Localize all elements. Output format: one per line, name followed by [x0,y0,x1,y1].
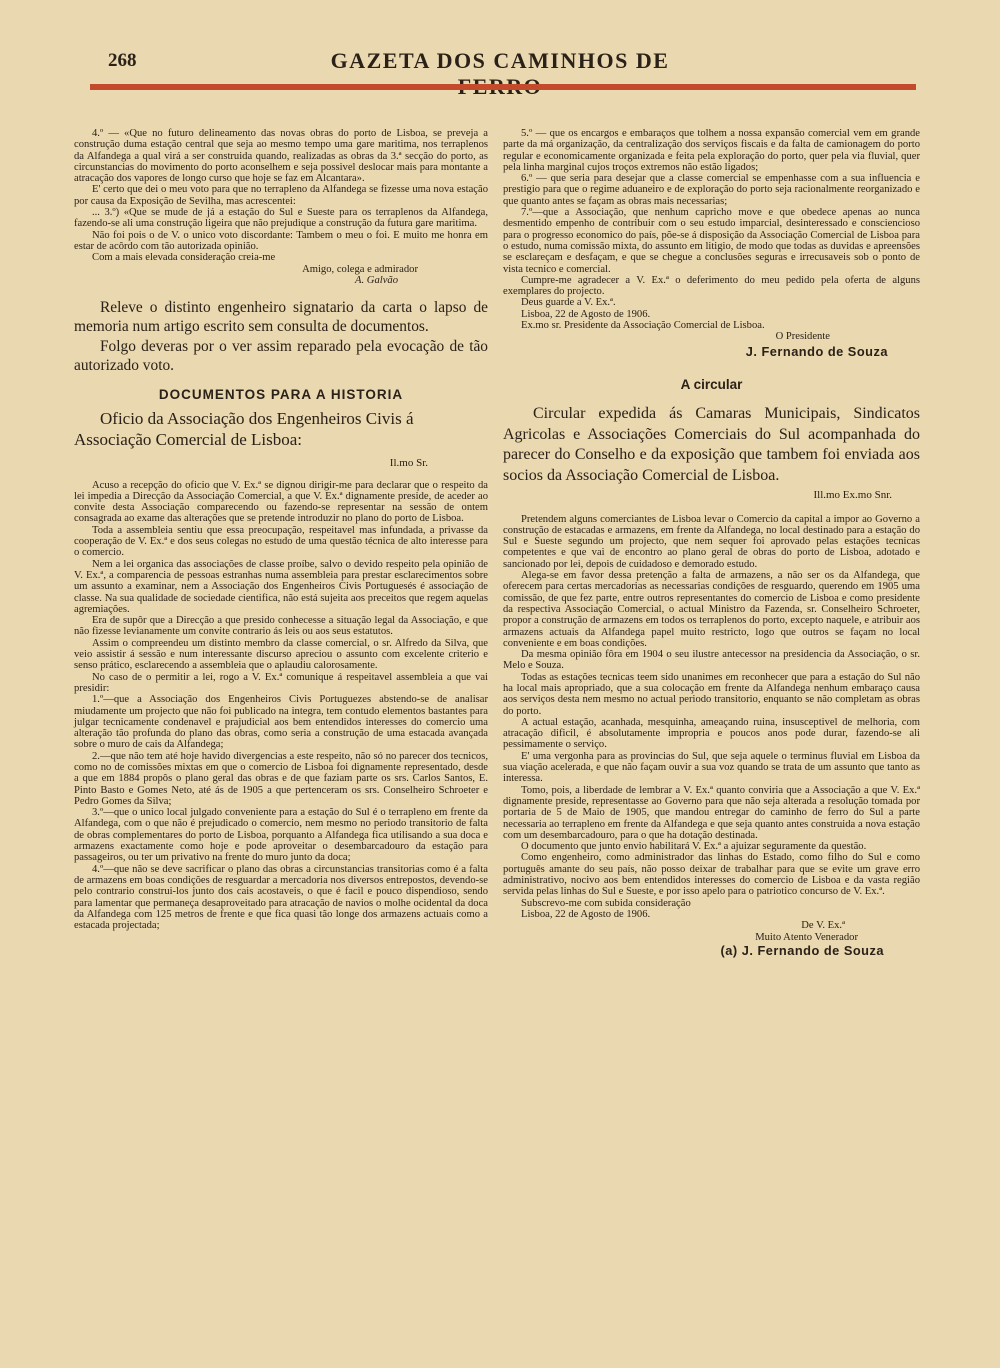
oficio-paragraph: Toda a assembleia sentiu que essa preocupação, respeitavel mas infundada, a privasse da cooperação de V. Ex.ª e dos seus colegas no estudo de uma questão técnica de alto interesse para o comercio. [74,524,488,559]
circular-closing: De V. Ex.ª [801,920,845,932]
editorial-paragraph: Folgo deveras por o ver assim reparado pela evocação de tão autorizado voto. [74,337,488,374]
header-rule [90,84,916,90]
circular-salutation: Ill.mo Ex.mo Snr. [813,489,892,502]
circular-paragraph: O documento que junto envio habilitará V. Ex.ª a ajuizar seguramente da questão. [521,841,867,853]
circular-paragraph: Da mesma opinião fôra em 1904 o seu ilustre antecessor na presidencia da Associação, o sr. Melo e Souza. [503,649,920,672]
letter-paragraph: 4.º — «Que no futuro delineamento das novas obras do porto de Lisboa, se preveja a construção duma estação central que seja ao mesmo tempo uma gare maritima, nos terraplenos da Alfandega a qual virá a ser construida quando, realizadas as obras da 3.ª secção do porto, as circunstancias do movimento do porto aconselhem e seja possivel deslocar mais para montante a atracação dos vapores de longo curso que hoje se faz em Alcantara». [74,128,488,185]
letter-closing: Amigo, colega e admirador [302,263,418,275]
circular-paragraph: Pretendem alguns comerciantes de Lisboa levar o Comercio da capital a impor ao Governo a construção de estacadas e armazens, em frente da Alfandega, no local destinado para a estação do Sul e Sueste segundo um projecto, que nem sequer foi aprovado pelas estações tecnicas competentes e que vai de encontro ao plano geral de obras do porto de Lisboa, adotado e sancionado por lei, depois de cuidadoso e demorado estudo. [503,513,920,570]
letter-paragraph: Com a mais elevada consideração creia-me [92,252,276,264]
oficio-paragraph: 5.º — que os encargos e embaraços que tolhem a nossa expansão comercial vem em grande parte da má organização, da centralização dos serviços fiscais e da falta de camionagem do porto regular e economicamente organizada e feita pela exploração do porto, quer pela via fluvial, quer pela linha marginal cujos troços extremos não estão ligados; [503,128,920,173]
presidente-signature: J. Fernando de Souza [745,343,888,359]
oficio-paragraph: Lisboa, 22 de Agosto de 1906. [521,308,651,320]
letter-paragraph: ... 3.º) «Que se mude de já a estação do Sul e Sueste para os terraplenos da Alfandega, fazendo-se ali uma construção ligeira que não prejudique a construção da futura gare maritima. [74,207,488,230]
letter-author: A. Galvão [355,274,398,286]
oficio-paragraph: Cumpre-me agradecer a V. Ex.ª o deferimento do meu pedido pela oferta de alguns exemplares do projecto. [503,274,920,298]
oficio-paragraph: Deus guarde a V. Ex.ª. [521,297,616,309]
oficio-paragraph: Era de supôr que a Direcção a que presido conhecesse a situação legal da Associação, e que não fizesse levianamente um convite contrario ás leis ou aos seus estatutos. [74,615,488,638]
right-column [503,128,920,956]
letter-paragraph: E' certo que dei o meu voto para que no terrapleno da Alfandega se fizesse uma nova estação por causa da Exposição de Sevilha, mas acrescentei: [74,184,488,207]
section-title: DOCUMENTOS PARA A HISTORIA [158,386,404,402]
oficio-paragraph: 3.º—que o unico local julgado conveniente para a estação do Sul é o terrapleno em frente da Alfandega, com o que não é prejudicado o comercio, nem mesmo no periodo transitorio de falta de obras complementares do porto de Lisboa, porquanto a Alfandega fica utilisando a sua doca e armazens exactamente como hoje e pode aproveitar o desembarcadouro da estação para passageiros, ou ter um privativo na frente do muro junto da doca; [74,807,488,864]
oficio-paragraph: 1.º—que a Associação dos Engenheiros Civis Portuguezes abstendo-se de analisar miudamente um projecto que não foi publicado na integra, tem contudo elementos bastantes para julgar tecnicamente condenavel e prajudicial aos bem entendidos interesses do comercio uma alteração tão profunda do plano das obras, como seria a construção de uma estacada avançada sobre o muro de cais da Alfandega; [74,694,488,751]
oficio-paragraph: No caso de o permitir a lei, rogo a V. Ex.ª comunique á respeitavel assembleia a que vai presidir: [74,671,488,694]
circular-paragraph: Lisboa, 22 de Agosto de 1906. [521,908,651,920]
oficio-paragraph: Assim o compreendeu um distinto membro da classe comercial, o sr. Alfredo da Silva, que veio assistir á sessão e num interessante discurso apreciou o assunto com excelente criterio e senso prático, esclarecendo a assembleia que o aplaudiu calorosamente. [74,637,488,672]
oficio-paragraph: Nem a lei organica das associações de classe proíbe, salvo o devido respeito pela opinião de V. Ex.ª, a comparencia de pessoas estranhas numa assembleia para prestar esclarecimentos sobre um assunto a examinar, nem a Associação dos Engenheiros Civis Portuguesés é associação de classe. Na sua qualidade de sociedade cientifica, não está sujeita aos preceitos que regem aquelas agremiações. [74,558,488,615]
circular-paragraph: Alega-se em favor dessa pretenção a falta de armazens, a não ser os da Alfandega, que oferecem para certas mercadorias as necessarias condições de resguardo, querendo em 1905 uma comissão, de que fez parte, entre outros representantes do comercio de Lisboa e como presidente da respectiva Associação Comercial, o actual Ministro da Fazenda, sr. Conselheiro Schroeter, propor a construção de armazens em todos os terraplenos do porto, excepto naquele, e atribuir aos armazens actuais da Alfandega papel muito restricto, logo que outros se façam no local conveniente e em boas condições. [503,570,920,649]
circular-description: Circular expedida ás Camaras Municipais, Sindicatos Agricolas e Associações Comerciais do Sul acompanhada do parecer do Conselho e da exposição que tambem foi enviada aos socios da Associação Comercial de Lisboa. [503,405,920,484]
oficio-paragraph: Acuso a recepção do oficio que V. Ex.ª se dignou dirigir-me para declarar que o respeito da lei impedia a Direcção da Associação Comercial, a que V. Ex.ª dignamente preside, de aceder ao convite desta Associação comparecendo ou fazendo-se representar na sessão de ontem consagrada ao exame das alterações que se pretende introduzir no plano do porto de Lisboa. [74,479,488,525]
page-header [0,42,1000,82]
document-subtitle: Oficio da Associação dos Engenheiros Civis á Associação Comercial de Lisboa: [74,409,414,450]
presidente-label: O Presidente [775,331,830,343]
oficio-paragraph: Ex.mo sr. Presidente da Associação Comercial de Lisboa. [521,320,765,332]
salutation: Il.mo Sr. [389,457,428,470]
letter-paragraph: Não foi pois o de V. o unico voto discordante: Tambem o meu o foi. E muito me honra em estar de acôrdo com tão autorizada opinião. [74,229,488,252]
circular-signature: (a) J. Fernando de Souza [720,942,884,958]
page-number: 268 [108,50,137,71]
left-column [74,128,488,931]
circular-paragraph: A actual estação, acanhada, mesquinha, ameaçando ruina, insusceptivel de melhoria, com atracação dificil, é absolutamente impropria e poucos anos pode durar, fazendo-se ali pessimamente o serviço. [503,716,920,751]
circular-paragraph: Todas as estações tecnicas teem sido unanimes em reconhecer que para a estação do Sul não ha local mais apropriado, que a sua colocação em frente da Alfandega nenhum embaraço causa aos serviços desta nem mesmo no actual periodo transitorio, enquanto se não completam as obras do porto. [503,671,920,717]
circular-title: A circular [680,376,743,392]
editorial-note [74,298,488,375]
masthead-title: GAZETA DOS CAMINHOS DE [330,48,670,73]
circular-paragraph: Tomo, pois, a liberdade de lembrar a V. Ex.ª quanto conviria que a Associação a que V. Ex.ª dignamente preside, representasse ao Governo para que não seja alterada a resolução tomada por portaria de 5 de Maio de 1905, que mandou entregar do caminho de ferro do Sul a parte necessaria ao terrapleno em frente da Alfandega e que seja quanto antes construida a nova estação com um desembarcadouro, para o que ha dotação destinada. [503,784,920,841]
editorial-paragraph: Releve o distinto engenheiro signatario da carta o lapso de memoria num artigo escrito sem consulta de documentos. [74,299,488,336]
oficio-paragraph: 4.º—que não se deve sacrificar o plano das obras a circunstancias transitorias como é a falta de armazens em boas condições de resguardar a mercadoria nos diversos entrepostos, devendo-se pelo contrario construi-los junto dos cais acostaveis, o que é facil e pouco dispendioso, sendo para lamentar que permaneça desaproveitado para atracação de navios o molhe ocidental da doca da Alfandega com 125 metros de frente e que fica quasi tão longe dos armazens actuais como a estacada projectada; [74,863,488,932]
circular-paragraph: Subscrevo-me com subida consideração [521,897,691,909]
circular-paragraph: E' uma vergonha para as provincias do Sul, que seja aquele o terminus fluvial em Lisboa da sua viação acelerada, e que não façam ouvir a sua voz quando se trata de um assunto que tanto as interessa. [503,750,920,785]
oficio-paragraph: 6.º — que seria para desejar que a classe comercial se empenhasse com a sua influencia e prestigio para que o regime aduaneiro e de exploração do porto seja racionalmente reorganizado e que quanto antes se façam as obras mais necessarias; [503,173,920,207]
circular-closing: Muito Atento Venerador [755,931,858,943]
oficio-paragraph: 2.—que não tem até hoje havido divergencias a este respeito, não só no parecer dos tecnicos, como no de comissões mixtas em que o comercio de Lisboa foi dignamente representado, desde a que em 1884 propôs o plano geral das obras e de que faziam parte os srs. Carlos Santos, E. Pinto Basto e Gomes Neto, até ás de 1905 a que pertenceram os srs. Conselheiro Schroeter e Pedro Gomes da Silva; [74,750,488,807]
circular-paragraph: Como engenheiro, como administrador das linhas do Estado, como filho do Sul e como português amante do seu país, não posso deixar de trabalhar para que se evite um grave erro administrativo, nocivo aos bem entendidos interesses do comercio de Lisboa e da vasta região servida pelas linhas do Sul e Sueste, e por isso apelo para o patriotico concurso de V. Ex.ª. [503,852,920,898]
oficio-paragraph: 7.º—que a Associação, que nenhum capricho move e que obedece apenas ao nunca desmentido empenho de contribuir com o seu estudo imparcial, desinteressado e consciencioso para o progresso economico do país, põe-se á disposição da Associação Comercial de Lisboa para o estudo, numa comissão mixta, do assunto em litigio, de modo que todas as duvidas e apreensões se esclareçam e desfaçam, e que se chegue a conclusões seguras e irrecusaveis sob o ponto de vista tecnico e comercial. [503,207,920,275]
